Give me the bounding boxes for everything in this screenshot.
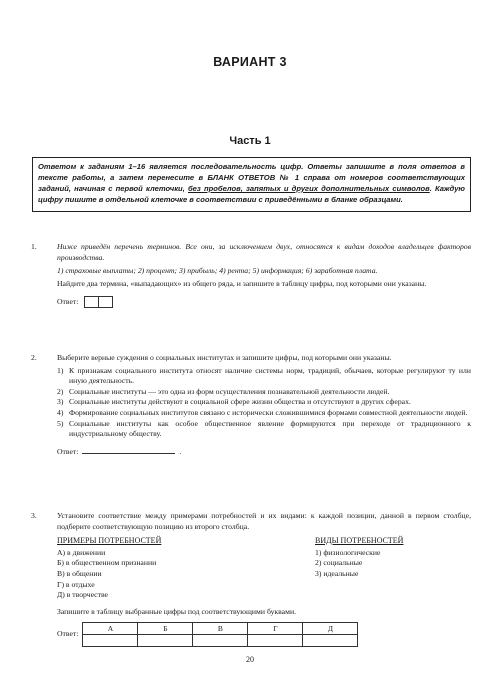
list-item: 2) Социальные институты — это одна из форм осуществления познавательной деятельности людей. (57, 386, 390, 396)
column-letter: А (83, 623, 138, 635)
examples-header: ПРИМЕРЫ ПОТРЕБНОСТЕЙ (57, 536, 162, 546)
list-item: Б) в общественном признании (57, 558, 157, 568)
answer-cell[interactable] (138, 635, 193, 647)
task-question: Найдите два термина, «выпадающих» из общего ряда, и запишите в таблицу цифры, под которыми они указаны. (57, 278, 427, 288)
answer-table (82, 622, 358, 647)
column-letter: Г (248, 623, 303, 635)
answer-cell[interactable] (248, 635, 303, 647)
list-item: 3) идеальные (315, 568, 359, 578)
table-header-row (83, 623, 358, 635)
answer-label: Ответ: (57, 297, 79, 307)
types-header: ВИДЫ ПОТРЕБНОСТЕЙ (315, 536, 404, 546)
task-number: 1. (31, 242, 37, 251)
answer-row (57, 445, 471, 458)
table-instruction: Запишите в таблицу выбранные цифры под соответствующими буквами. (57, 606, 296, 616)
list-item: 4) Формирование социальных институтов связано с исторически сложившимися формами совместной деятельности людей. (57, 407, 468, 417)
task-number: 3. (31, 511, 37, 520)
table-answer-row (83, 635, 358, 647)
task-intro: Ниже приведён перечень терминов. Все они, за исключением двух, относятся к видам доходов владельцев факторов производства. (57, 242, 471, 262)
answer-cell[interactable] (98, 296, 113, 308)
variant-title: ВАРИАНТ 3 (213, 55, 287, 69)
answer-cell[interactable] (193, 635, 248, 647)
list-item: 1) физиологические (315, 547, 381, 557)
answer-label: Ответ: (57, 446, 79, 456)
answer-row (57, 296, 471, 308)
column-letter: Д (303, 623, 358, 635)
task-intro: Установите соответствие между примерами потребностей и их видами: к каждой позиции, данной в первом столбце, подберите соответствующую позицию из второго столбца. (57, 511, 471, 531)
list-item: 2) социальные (315, 558, 363, 568)
column-letter: В (193, 623, 248, 635)
answer-cells (84, 296, 112, 308)
task-terms: 1) страховые выплаты; 2) процент; 3) прибыль; 4) рента; 5) информация; 6) заработная плата. (57, 266, 378, 276)
list-item: Г) в отдыхе (57, 579, 95, 589)
task-1 (31, 242, 471, 308)
list-item: Д) в творчестве (57, 590, 108, 600)
instructions-underlined: без пробелов, запятых и других дополнительных символов (187, 183, 430, 193)
instructions-box (32, 157, 471, 212)
part-title: Часть 1 (229, 135, 271, 147)
task-2 (31, 353, 471, 457)
types-column (315, 536, 471, 601)
instructions-text-1: Ответом к заданиям 1–16 является последовательность цифр. Ответы запишите в поля ответов в тексте работы, а затем перенесите в БЛАНК ОТВЕТОВ № 1 справа от номеров соответствующих заданий, начиная с первой клеточки, (38, 162, 465, 193)
list-item: 3) Социальные институты действуют в социальной сфере жизни общества и отсутствуют в других сферах. (57, 397, 411, 407)
list-item: В) в общении (57, 568, 102, 578)
instructions-text-2: . Каждую цифру пишите в отдельной клеточке в соответствии с приведёнными в бланке образцами. (38, 183, 465, 204)
column-letter: Б (138, 623, 193, 635)
list-item: 1) К признакам социального института относят наличие системы норм, традиций, обычаев, которые регулируют ту или иную деятельность. (57, 365, 471, 386)
matching-columns (57, 536, 471, 601)
answer-cell[interactable] (303, 635, 358, 647)
statement-list (57, 366, 471, 440)
page-number: 20 (246, 655, 254, 664)
list-item: 5) Социальные институты как особое общественное явление формируются при переходе от традиционного к индустриальному обществу. (57, 418, 471, 439)
task-intro: Выберите верные суждения о социальных институтах и запишите цифры, под которыми они указаны. (57, 353, 392, 362)
examples-column (57, 536, 315, 601)
answer-label: Ответ: (57, 629, 79, 639)
answer-line[interactable] (82, 445, 175, 454)
answer-row (57, 622, 471, 647)
task-number: 2. (31, 353, 37, 362)
answer-cell[interactable] (84, 296, 99, 308)
answer-suffix: . (179, 446, 182, 456)
list-item: А) в движении (57, 547, 106, 557)
answer-cell[interactable] (83, 635, 138, 647)
task-3 (31, 511, 471, 647)
